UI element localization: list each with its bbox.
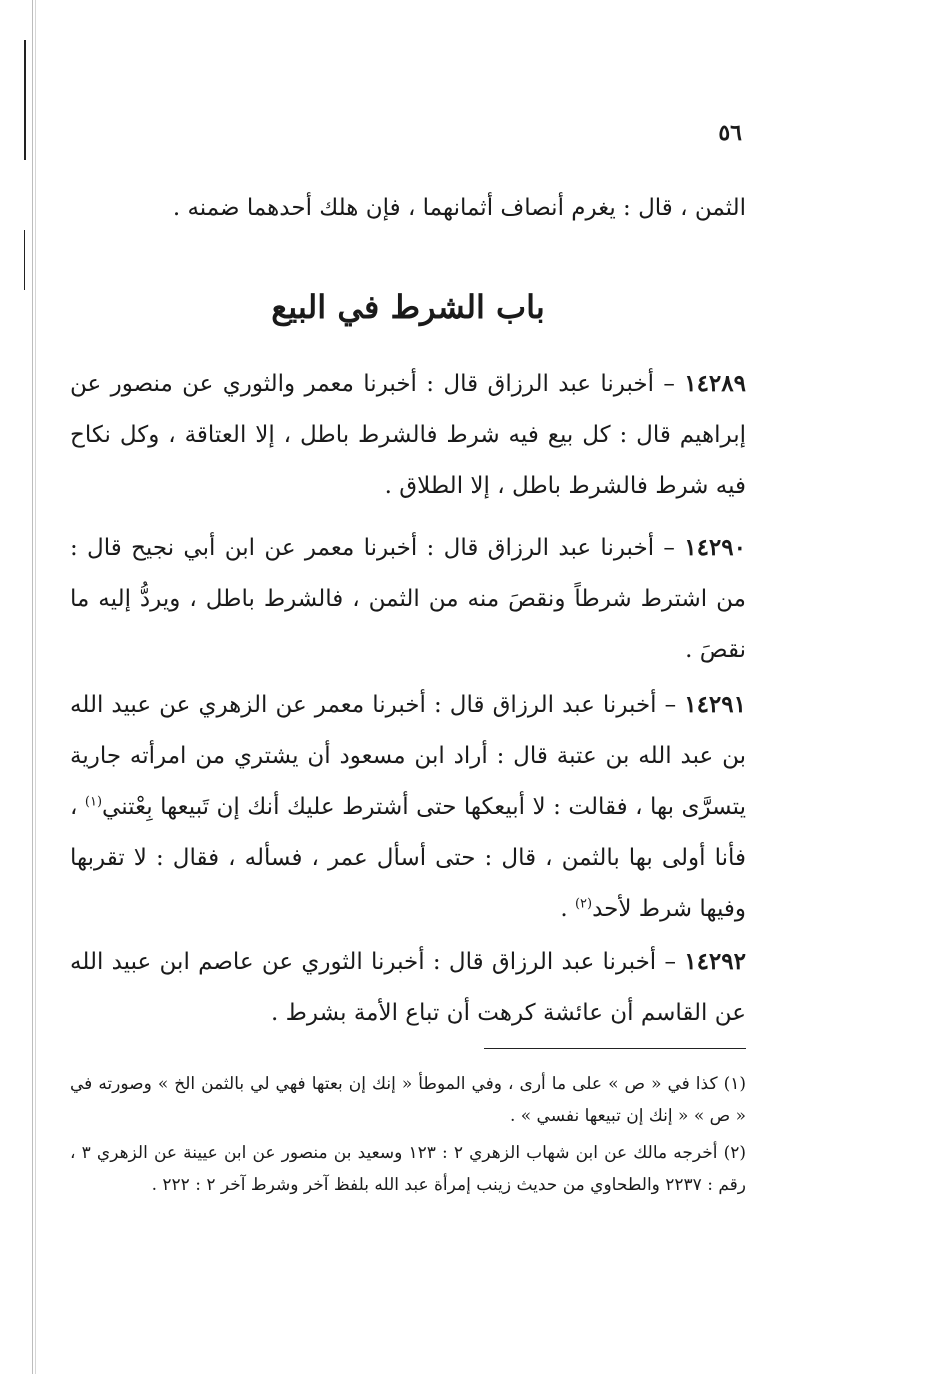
footnote-divider (484, 1048, 746, 1049)
scan-edge-line (32, 0, 33, 1374)
scan-edge-mark (24, 230, 25, 290)
hadith-number: ١٤٢٩٢ (684, 948, 746, 975)
footnote-ref[interactable]: (٢) (574, 896, 593, 912)
hadith-text: – أخبرنا عبد الرزاق قال : أخبرنا الثوري عن عاصم ابن عبيد الله عن القاسم أن عائشة كرهت أن تباع الأمة بشرط . (70, 949, 746, 1026)
page-number: ٥٦ (718, 120, 742, 146)
hadith-number: ١٤٢٨٩ (684, 370, 746, 397)
hadith-text: – أخبرنا عبد الرزاق قال : أخبرنا معمر والثوري عن منصور عن إبراهيم قال : كل بيع فيه شرط فالشرط باطل ، إلا العتاقة ، وكل نكاح فيه شرط فالشرط باطل ، إلا الطلاق . (70, 371, 746, 499)
book-page (70, 0, 746, 1374)
hadith-text: – أخبرنا عبد الرزاق قال : أخبرنا معمر عن الزهري عن عبيد الله بن عبد الله بن عتبة قال : أراد ابن مسعود أن يشتري من امرأته جارية يتسرَّى بها ، فقالت : لا أبيعكها حتى أشترط عليك أنك إن تَبيعها بِعْتني (70, 692, 747, 820)
hadith-14291 (70, 679, 746, 935)
hadith-14290 (70, 522, 746, 676)
continuation-paragraph: الثمن ، قال : يغرم أنصاف أثمانهما ، فإن هلك أحدهما ضمنه . (172, 195, 746, 221)
footnote: (٢) أخرجه مالك عن ابن شهاب الزهري ٢ : ١٢٣ وسعيد بن منصور عن ابن عيينة عن الزهري ٣ ، رقم : ٢٢٣٧ والطحاوي من حديث زينب إمرأة عبد الله بلفظ آخر وشرط آخر ٢ : ٢٢٢ . (70, 1143, 747, 1195)
hadith-14292 (70, 936, 746, 1039)
hadith-text: ، فأنا أولى بها بالثمن ، قال : حتى أسأل عمر ، فسأله ، فقال : لا تقربها وفيها شرط لأحد (70, 794, 746, 922)
hadith-14289 (70, 358, 746, 512)
footnote-ref[interactable]: (١) (84, 794, 103, 810)
hadith-text: . (560, 896, 575, 922)
hadith-number: ١٤٢٩١ (684, 691, 746, 718)
scan-edge-line (35, 0, 36, 1374)
footnote: (١) كذا في « ص » على ما أرى ، وفي الموطأ « إنك إن بعتها فهي لي بالثمن الخ » وصورته في « ص » « إنك إن تبيعها نفسي » . (70, 1074, 746, 1126)
chapter-title: باب الشرط في البيع (271, 288, 545, 326)
hadith-text: – أخبرنا عبد الرزاق قال : أخبرنا معمر عن ابن أبي نجيح قال : من اشترط شرطاً ونقصَ منه من الثمن ، فالشرط باطل ، ويردُّ إليه ما نقصَ . (70, 535, 746, 663)
hadith-number: ١٤٢٩٠ (684, 534, 746, 561)
scan-edge-mark (24, 40, 26, 160)
